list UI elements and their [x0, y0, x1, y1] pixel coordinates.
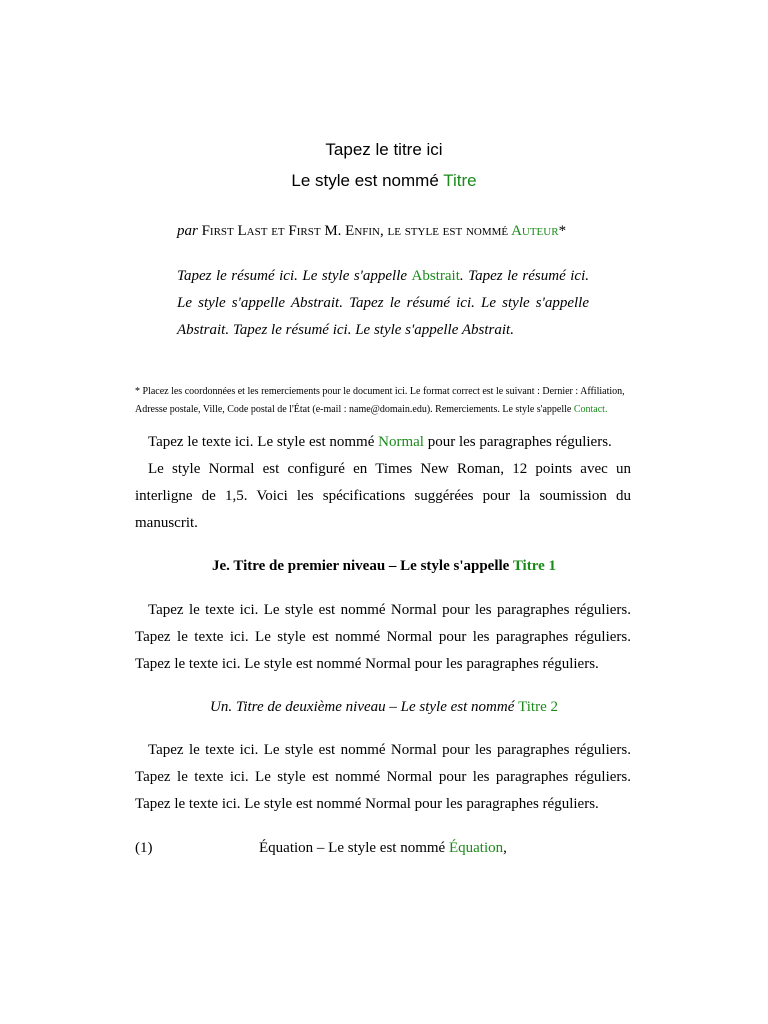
paragraph-normal-spec: Le style Normal est configuré en Times New Roman, 12 points avec un interligne de 1,5. Voici les spécifications suggérées pour la soumission du manuscrit.	[135, 461, 631, 531]
footnote-style-name: Contact.	[573, 404, 608, 415]
abstract-text-1: Tapez le résumé ici. Le style s'appelle	[177, 268, 412, 284]
paragraph-normal-intro	[135, 429, 631, 456]
heading1-text: Je. Titre de premier niveau – Le style s'appelle	[211, 558, 513, 574]
heading-level-1	[0, 556, 768, 576]
heading2-style-name: Titre 2	[518, 699, 558, 715]
abstract-text-2: . Tapez le résumé ici. Le style s'appelle Abstrait. Tapez le résumé ici. Le style s'appelle Abstrait. Tapez le résumé ici. Le style s'appelle Abstrait.	[177, 268, 589, 338]
equation-number: (1)	[135, 840, 153, 856]
heading-level-2	[0, 697, 768, 717]
paragraph-section-2: Tapez le texte ici. Le style est nommé Normal pour les paragraphes réguliers. Tapez le texte ici. Le style est nommé Normal pour les paragraphes réguliers. Tapez le texte ici. Le style est nommé Normal pour les paragraphes réguliers.	[135, 742, 631, 812]
paragraph-section-1: Tapez le texte ici. Le style est nommé Normal pour les paragraphes réguliers. Tapez le texte ici. Le style est nommé Normal pour les paragraphes réguliers. Tapez le texte ici. Le style est nommé Normal pour les paragraphes réguliers.	[135, 602, 631, 672]
author-par: par	[177, 223, 198, 239]
abstract-style-name: Abstrait	[411, 268, 460, 284]
para1-text-a: Tapez le texte ici. Le style est nommé	[148, 434, 379, 450]
equation-text: Équation – Le style est nommé	[259, 840, 449, 856]
heading2-text: Un. Titre de deuxième niveau – Le style est nommé	[210, 699, 519, 715]
document-title	[0, 140, 768, 160]
footnote-text: * Placez les coordonnées et les remerciements pour le document ici. Le format correct est le suivant : Dernier : Affiliation, Adresse postale, Ville, Code postal de l'État (e-mail : name@domain.edu). Remerciements. Le style s'appelle	[135, 386, 625, 415]
para1-text-b: pour les paragraphes réguliers.	[423, 434, 612, 450]
author-line	[177, 221, 597, 241]
footnote	[135, 383, 635, 419]
abstract	[177, 263, 589, 344]
heading1-style-name: Titre 1	[512, 558, 557, 574]
equation-comma: ,	[503, 840, 507, 856]
title-style-prefix: Le style est nommé	[291, 171, 444, 190]
equation	[259, 838, 507, 858]
title-style-name: Titre	[443, 171, 477, 190]
author-names: First Last et First M. Enfin, le style est nommé	[197, 223, 512, 239]
title-style-note	[0, 171, 768, 191]
author-style-name: Auteur	[511, 223, 559, 239]
author-footnote-marker: *	[558, 223, 567, 239]
equation-style-name: Équation	[448, 840, 504, 856]
para1-style-name: Normal	[378, 434, 424, 450]
title-text: Tapez le titre ici	[325, 140, 443, 159]
